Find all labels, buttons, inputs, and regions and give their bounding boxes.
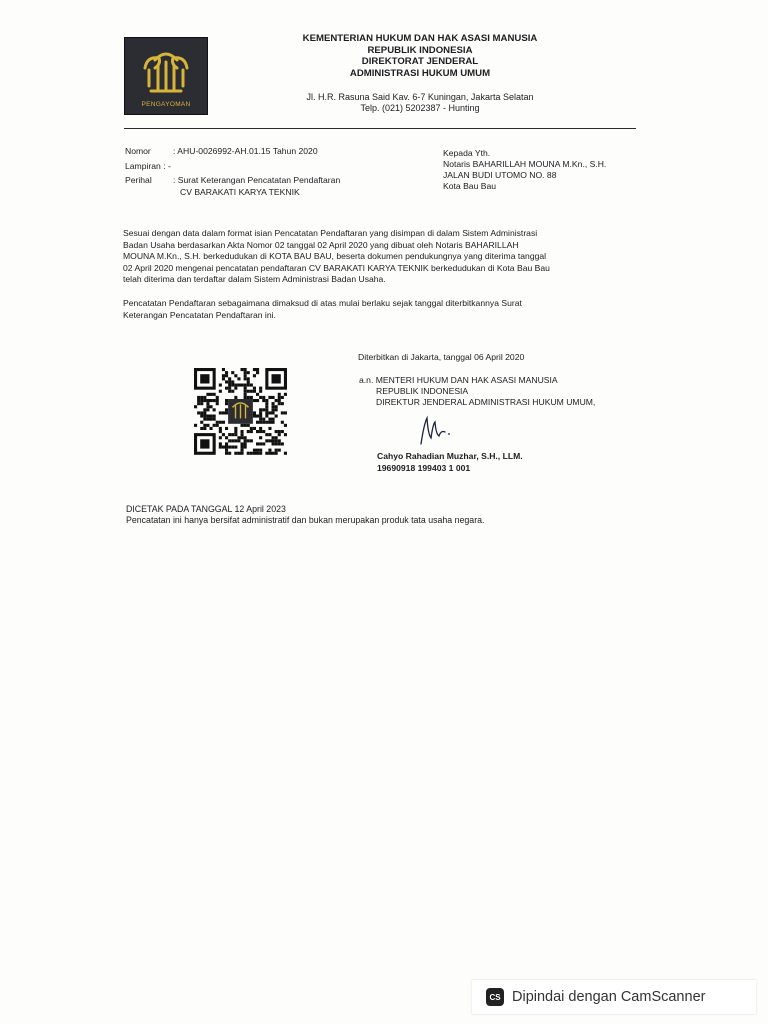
logo-label: PENGAYOMAN — [141, 101, 191, 108]
recipient-name: Notaris BAHARILLAH MOUNA M.Kn., S.H. — [443, 159, 607, 169]
recipient-street: JALAN BUDI UTOMO NO. 88 — [443, 170, 557, 180]
paragraph-line: telah diterima dan terdaftar dalam Sistem Administrasi Badan Usaha. — [123, 274, 386, 284]
directorate-label: DIREKTORAT JENDERAL — [361, 56, 479, 67]
ministry-logo — [124, 37, 208, 115]
paragraph-line: Sesuai dengan data dalam format isian Pencatatan Pendaftaran yang disimpan di dalam Sistem Administrasi — [123, 228, 538, 238]
perihal-company: CV BARAKATI KARYA TEKNIK — [180, 186, 300, 197]
body-paragraph-2 — [123, 298, 633, 321]
perihal-label: Perihal — [125, 175, 152, 185]
signer-nip: 19690918 199403 1 001 — [377, 462, 471, 473]
header-divider — [124, 128, 636, 129]
nomor-value: : AHU-0026992-AH.01.15 Tahun 2020 — [173, 146, 318, 156]
recipient-greeting: Kepada Yth. — [443, 148, 491, 158]
signatory-on-behalf: a.n. MENTERI HUKUM DAN HAK ASASI MANUSIA — [359, 375, 558, 385]
country-name: REPUBLIK INDONESIA — [367, 44, 473, 56]
lampiran-value: : - — [163, 160, 171, 171]
letter-meta — [125, 146, 340, 198]
nomor-label: Nomor — [125, 146, 151, 156]
paragraph-line: Pencatatan Pendaftaran sebagaimana dimaksud di atas mulai berlaku sejak tanggal diterbitkannya Surat — [123, 298, 522, 308]
signer-name: Cahyo Rahadian Muzhar, S.H., LLM. — [377, 451, 523, 461]
handwritten-signature-icon — [415, 414, 455, 448]
paragraph-line: MOUNA M.Kn., S.H. berkedudukan di KOTA BAU BAU, beserta dokumen pendukungnya yang diterima tanggal — [123, 251, 547, 261]
issued-place-date: Diterbitkan di Jakarta, tanggal 06 April 2020 — [358, 352, 525, 362]
body-paragraph-1 — [123, 228, 633, 286]
scanner-watermark — [472, 980, 756, 1014]
perihal-value: : Surat Keterangan Pencatatan Pendaftaran — [173, 175, 341, 185]
watermark-text: Dipindai dengan CamScanner — [512, 989, 706, 1005]
letterhead — [270, 33, 570, 79]
signer-details — [377, 451, 523, 474]
camscanner-icon: CS — [486, 988, 504, 1006]
signatory-title: DIREKTUR JENDERAL ADMINISTRASI HUKUM UMUM, — [376, 397, 596, 407]
phone-line: Telp. (021) 5202387 - Hunting — [360, 103, 480, 113]
print-date: DICETAK PADA TANGGAL 12 April 2023 — [126, 504, 286, 514]
ministry-name: KEMENTERIAN HUKUM DAN HAK ASASI MANUSIA — [302, 33, 538, 44]
lampiran-label: Lampiran — [125, 160, 161, 171]
disclaimer: Pencatatan ini hanya bersifat administratif dan bukan merupakan produk tata usaha negara. — [126, 515, 485, 525]
print-footer — [126, 504, 484, 526]
paragraph-line: Badan Usaha berdasarkan Akta Nomor 02 tanggal 02 April 2020 yang dibuat oleh Notaris BAHARILLAH — [123, 239, 519, 250]
address-line: Jl. H.R. Rasuna Said Kav. 6-7 Kuningan, Jakarta Selatan — [306, 92, 534, 102]
paragraph-line: Keterangan Pencatatan Pendaftaran ini. — [123, 309, 276, 320]
recipient-block — [443, 148, 606, 192]
directorate-name: ADMINISTRASI HUKUM UMUM — [349, 67, 491, 79]
signature-block — [359, 375, 595, 408]
signatory-country: REPUBLIK INDONESIA — [376, 386, 469, 396]
recipient-city: Kota Bau Bau — [443, 181, 497, 191]
paragraph-line: 02 April 2020 mengenai pencatatan pendaftaran CV BARAKATI KARYA TEKNIK berkedudukan di Kota Bau Bau — [123, 262, 550, 273]
letterhead-address — [265, 92, 575, 114]
qr-code-icon — [194, 368, 288, 456]
